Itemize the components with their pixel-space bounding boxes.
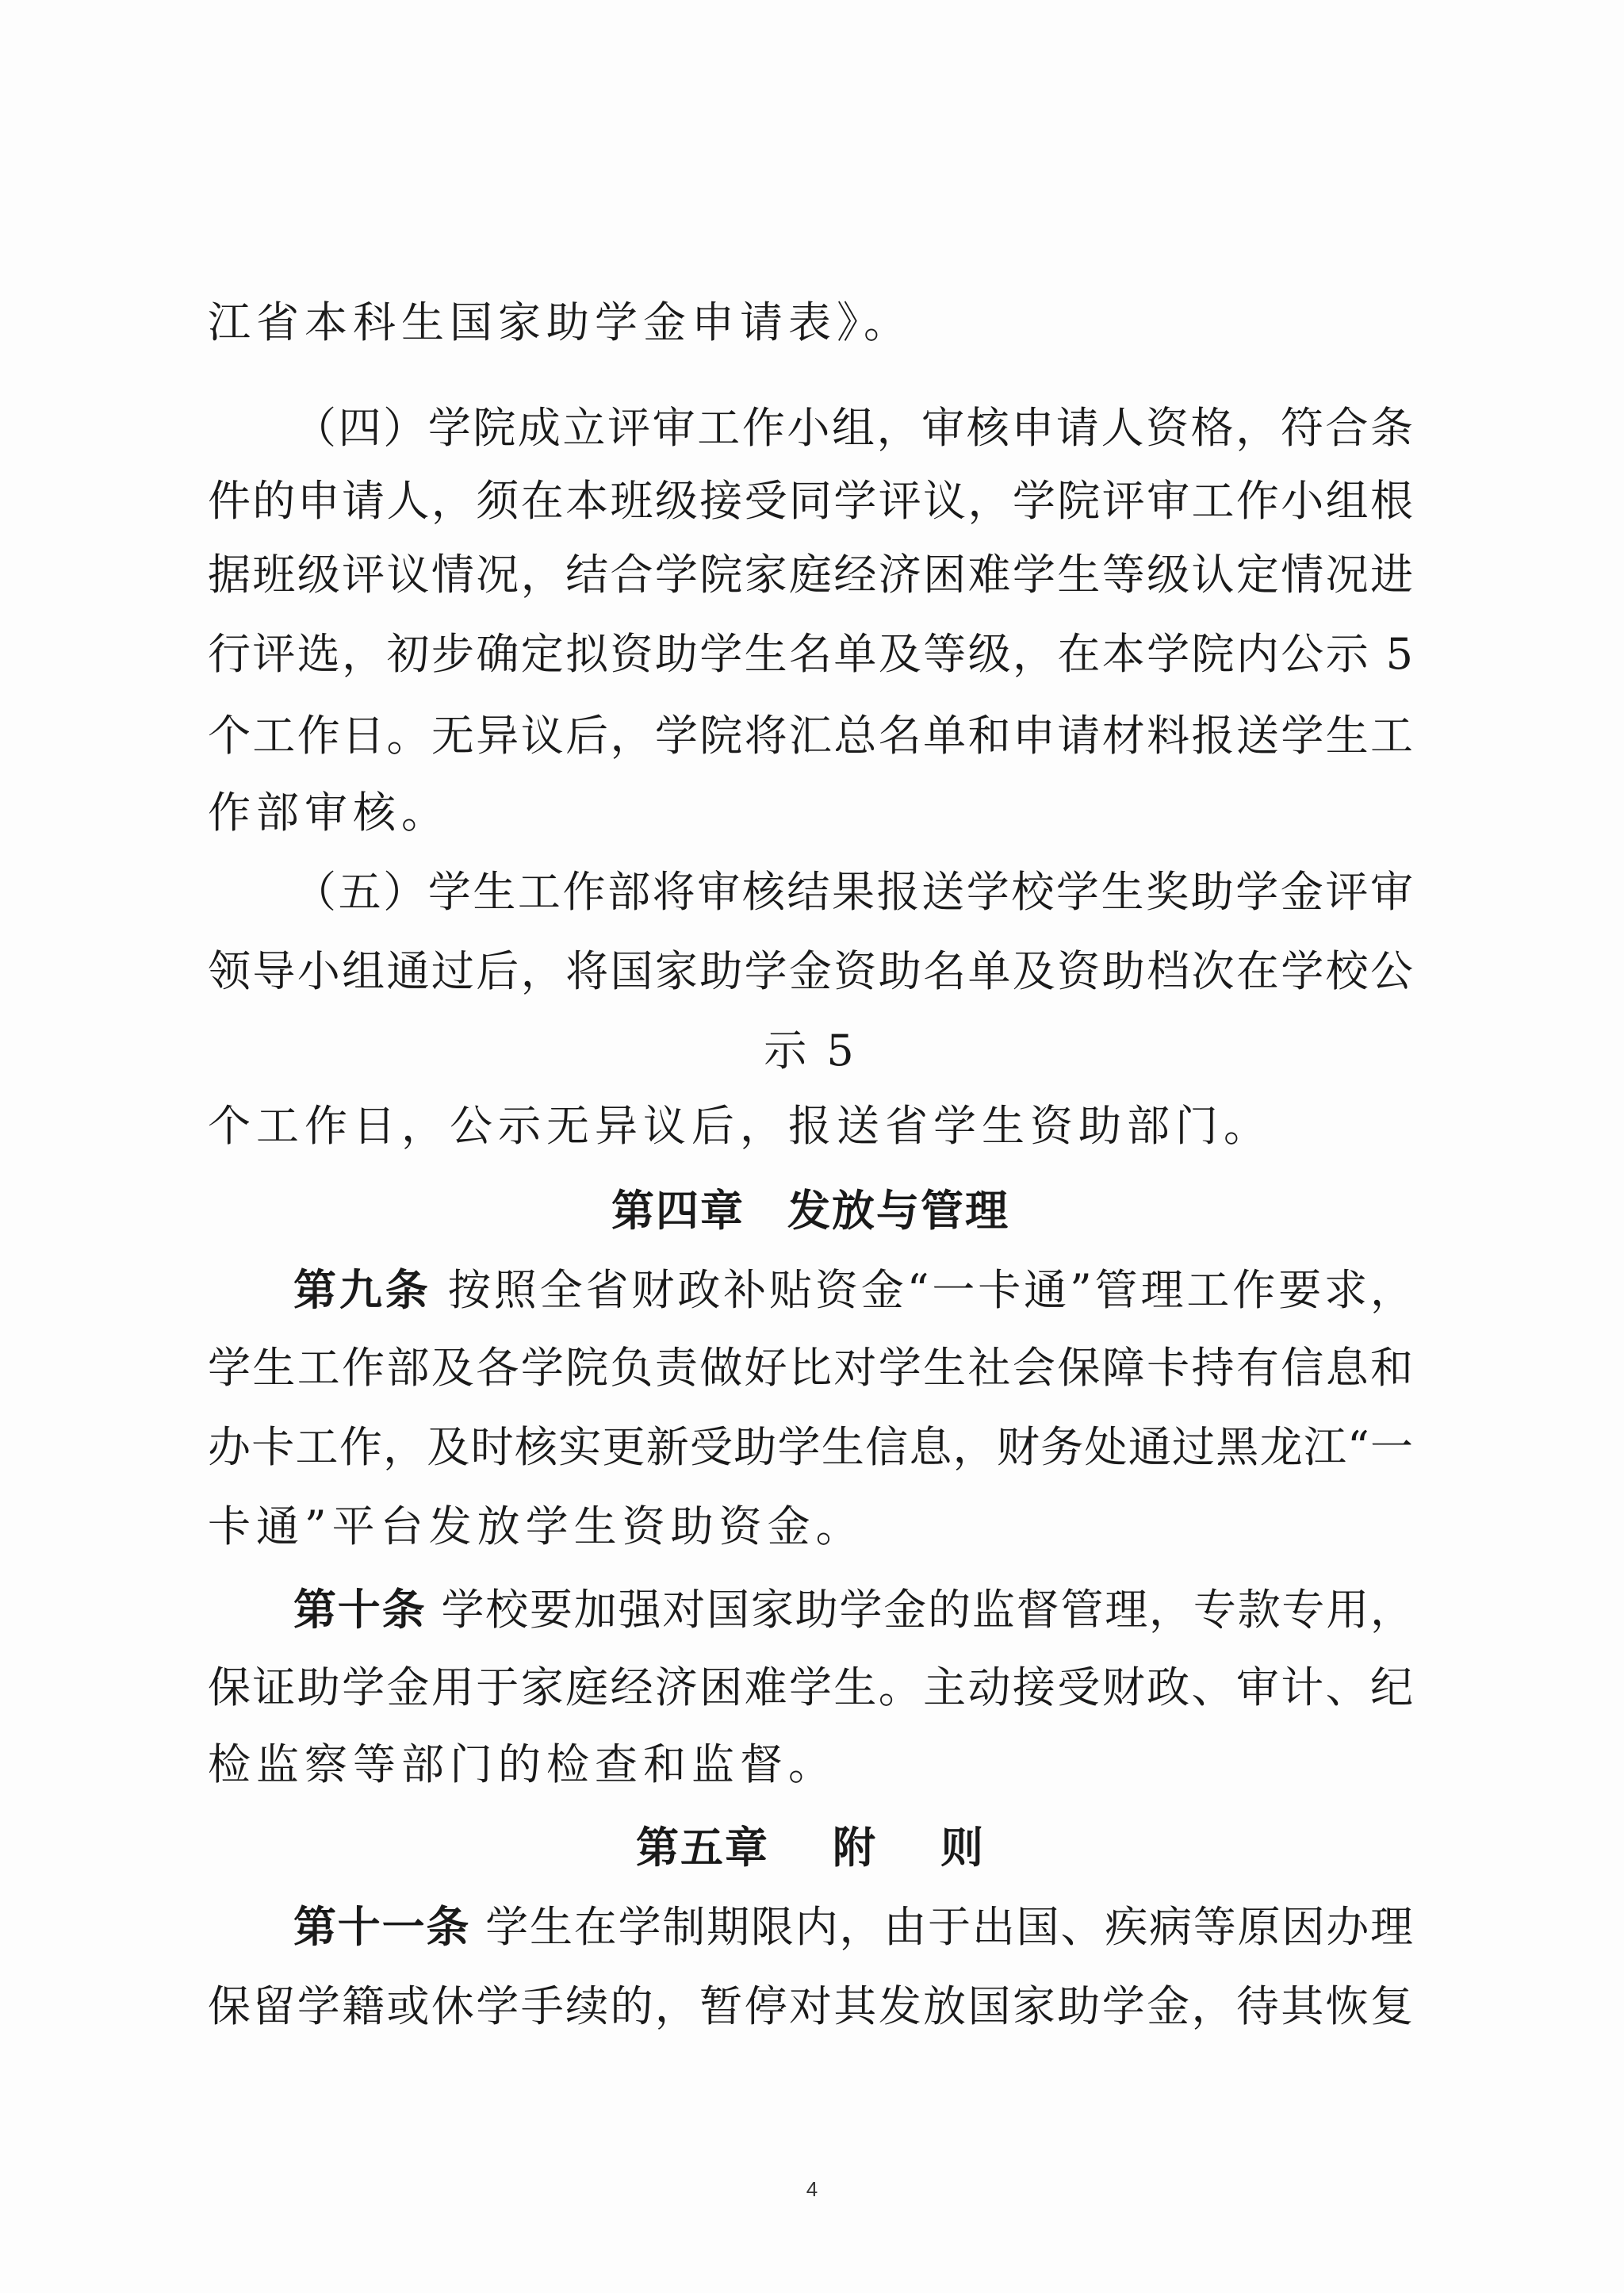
text-line: 据班级评议情况，结合学院家庭经济困难学生等级认定情况进 — [208, 550, 1413, 600]
text-line: 示 5 — [764, 1026, 857, 1076]
text-line: 领导小组通过后，将国家助学金资助名单及资助档次在学校公 — [208, 946, 1413, 996]
text-line: 个工作日。无异议后，学院将汇总名单和申请材料报送学生工 — [208, 711, 1413, 761]
text-line: 江省本科生国家助学金申请表》。 — [208, 297, 912, 347]
article-text: 学校要加强对国家助学金的监督管理，专款专用， — [441, 1585, 1414, 1635]
text-line: 保留学籍或休学手续的，暂停对其发放国家助学金，待其恢复 — [208, 1981, 1413, 2031]
chapter-title: 附 — [833, 1823, 877, 1873]
article-label: 第九条 — [293, 1265, 431, 1315]
article-text: 按照全省财政补贴资金“一卡通”管理工作要求， — [447, 1265, 1413, 1315]
article-line — [293, 1900, 1413, 1955]
text-line: 个工作日，公示无异议后，报送省学生资助部门。 — [208, 1101, 1272, 1151]
text-line: 件的申请人，须在本班级接受同学评议，学院评审工作小组根 — [208, 476, 1413, 526]
chapter-heading — [208, 1820, 1413, 1876]
text-line: 行评选，初步确定拟资助学生名单及等级，在本学院内公示 5 — [208, 629, 1413, 679]
text-line: 办卡工作，及时核实更新受助学生信息，财务处通过黑龙江“一 — [208, 1422, 1413, 1472]
page-number: 4 — [806, 2177, 818, 2201]
text-line: （五）学生工作部将审核结果报送学校学生奖助学金评审 — [293, 867, 1413, 917]
article-label: 第十条 — [293, 1585, 427, 1635]
article-text: 学生在学制期限内，由于出国、疾病等原因办理 — [485, 1902, 1414, 1952]
text-line: 保证助学金用于家庭经济困难学生。主动接受财政、审计、纪 — [208, 1662, 1413, 1712]
article-line — [293, 1263, 1413, 1318]
article-line — [293, 1582, 1413, 1638]
text-line: 检监察等部门的检查和监督。 — [208, 1739, 837, 1789]
chapter-number: 第五章 — [636, 1823, 769, 1873]
article-label: 第十一条 — [293, 1902, 471, 1952]
text-line: 卡通”平台发放学生资助资金。 — [208, 1501, 864, 1551]
text-line: 作部审核。 — [208, 788, 450, 838]
text-line: （四）学院成立评审工作小组，审核申请人资格，符合条 — [293, 403, 1413, 453]
chapter-heading — [208, 1183, 1413, 1239]
chapter-title: 则 — [940, 1823, 985, 1873]
chapter-number: 第四章 — [611, 1186, 745, 1236]
chapter-title: 发放与管理 — [787, 1186, 1009, 1236]
text-line: 学生工作部及各学院负责做好比对学生社会保障卡持有信息和 — [208, 1343, 1413, 1393]
